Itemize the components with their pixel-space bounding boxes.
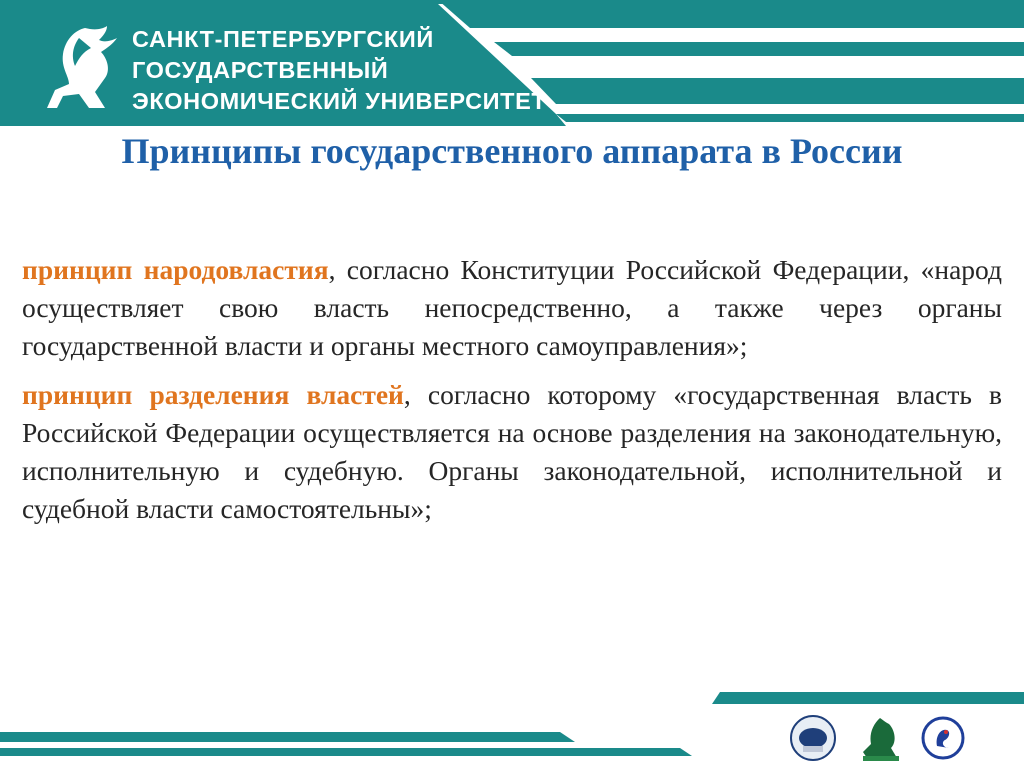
swan-icon (923, 718, 963, 758)
slide-content (22, 251, 1002, 538)
principle-term-1: принцип народовластия (22, 254, 329, 285)
university-name-line-3: ЭКОНОМИЧЕСКИЙ УНИВЕРСИТЕТ (132, 88, 547, 114)
emblem-icon (791, 716, 835, 760)
slide-title: Принципы государственного аппарата в России (121, 131, 903, 171)
griffin-small-icon (863, 718, 899, 761)
principle-paragraph-2 (22, 376, 1002, 529)
principle-term-2: принцип разделения властей (22, 378, 404, 410)
principle-paragraph-1 (22, 251, 1002, 366)
university-name-line-2: ГОСУДАРСТВЕННЫЙ (132, 57, 389, 83)
principle-text-2: , согласно которому «государственная власть в Российской Федерации осуществляется на основе разделения на законодательную, исполнительную и судебную. Органы законодательной, исполнительной и судебной власти самостоятельны»; (22, 378, 1002, 525)
university-name (132, 24, 546, 117)
footer-logos (785, 712, 1020, 764)
university-name-line-1: САНКТ-ПЕТЕРБУРГСКИЙ (132, 26, 434, 52)
principle-text-1: , согласно Конституции Российской Федерации, «народ осуществляет свою власть непосредственно, а также через органы государственной власти и органы местного самоуправления»; (22, 254, 1002, 362)
griffin-icon (35, 20, 125, 120)
